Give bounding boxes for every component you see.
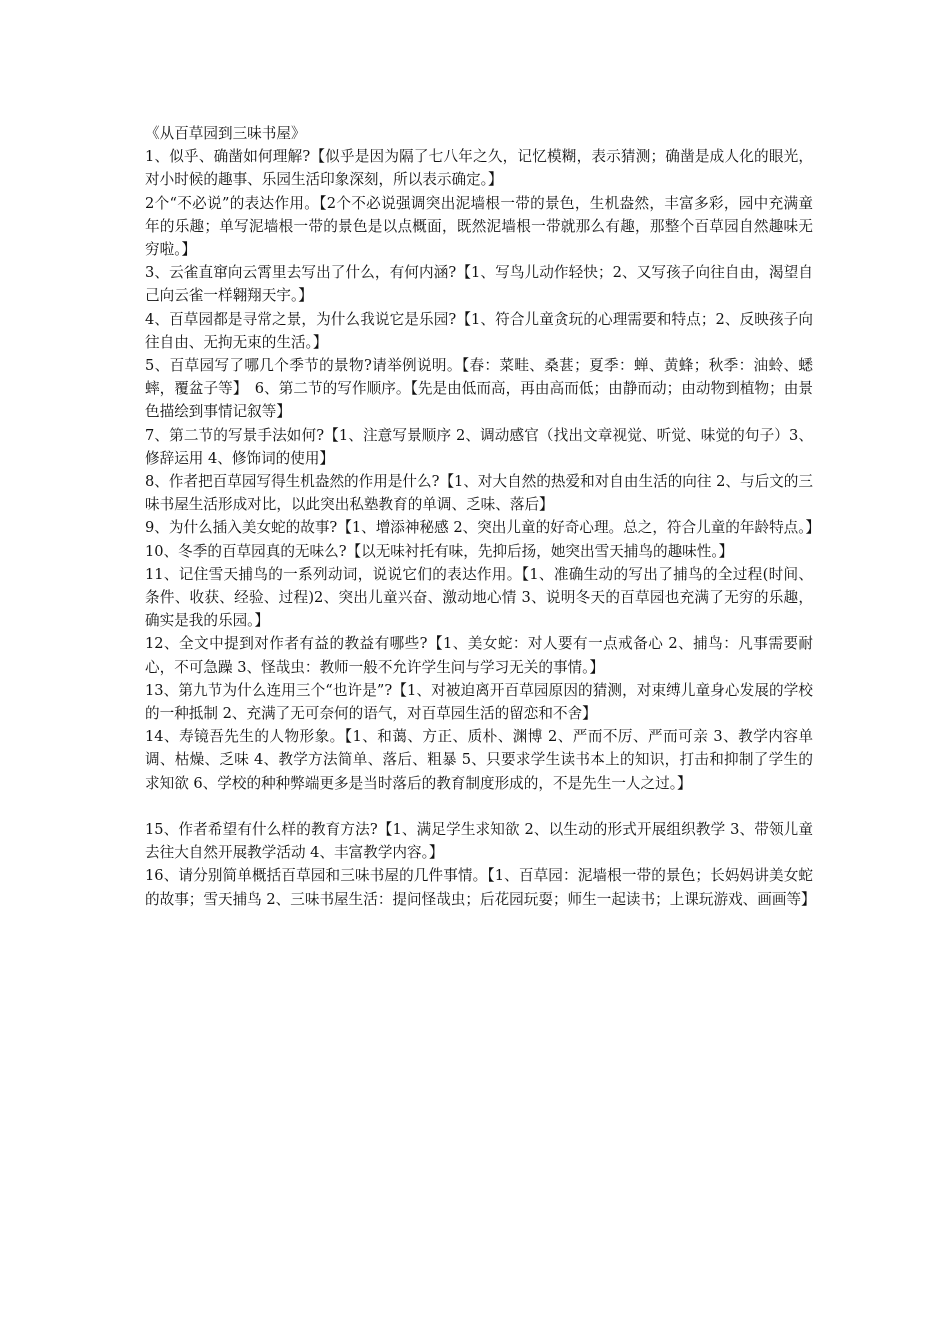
paragraph-q8: 8、作者把百草园写得生机盎然的作用是什么?【1、对大自然的热爱和对自由生活的向往 2、与后文的三味书屋生活形成对比，以此突出私塾教育的单调、乏味、落后】 [145, 473, 813, 514]
document-title: 《从百草园到三味书屋》 [145, 125, 306, 142]
paragraph-q9: 9、为什么插入美女蛇的故事?【1、增添神秘感 2、突出儿童的好奇心理。总之，符合儿童的年龄特点。】 [145, 519, 821, 537]
paragraph-q12: 12、全文中提到对作者有益的教益有哪些?【1、美女蛇：对人要有一点戒备心 2、捕鸟：凡事需要耐心，不可急躁 3、怪哉虫：教师一般不允许学生问与学习无关的事情。】 [145, 635, 813, 676]
paragraph-q2: 2个“不必说”的表达作用。【2个不必说强调突出泥墙根一带的景色，生机盎然，丰富多彩，园中充满童年的乐趣；单写泥墙根一带的景色是以点概面，既然泥墙根一带就那么有趣，那整个百草园自然趣味无穷啦。】 [145, 194, 813, 259]
paragraph-q3: 3、云雀直窜向云霄里去写出了什么，有何内涵?【1、写鸟儿动作轻快；2、又写孩子向往自由，渴望自己向云雀一样翱翔天宇。】 [145, 264, 813, 305]
paragraph-q14: 14、寿镜吾先生的人物形象。【1、和蔼、方正、质朴、渊博 2、严而不厉、严而可亲 3、教学内容单调、枯燥、乏味 4、教学方法简单、落后、粗暴 5、只要求学生读书本上的知识，打击和抑制了学生的求知欲 6、学校的种种弊端更多是当时落后的教育制度形成的，不是先生一人之过。】 [145, 728, 813, 792]
paragraph-q1: 1、似乎、确凿如何理解?【似乎是因为隔了七八年之久，记忆模糊，表示猜测；确凿是成人化的眼光，对小时候的趣事、乐园生活印象深刻，所以表示确定。】 [145, 148, 813, 189]
document-page [145, 122, 821, 911]
paragraph-q4: 4、百草园都是寻常之景，为什么我说它是乐园?【1、符合儿童贪玩的心理需要和特点；2、反映孩子向往自由、无拘无束的生活。】 [145, 310, 813, 351]
paragraph-q10: 10、冬季的百草园真的无味么?【以无味衬托有味，先抑后扬，她突出雪天捕鸟的趣味性。】 [145, 542, 734, 560]
paragraph-q7: 7、第二节的写景手法如何?【1、注意写景顺序 2、调动感官（找出文章视觉、听觉、味觉的句子）3、修辞运用 4、修饰词的使用】 [145, 426, 813, 467]
paragraph-q5-q6: 5、百草园写了哪几个季节的景物?请举例说明。【春：菜畦、桑葚；夏季：蝉、黄蜂；秋季：油蛉、蟋蟀，覆盆子等】 6、第二节的写作顺序。【先是由低而高，再由高而低；由静而动；由动物到植物；由景色描绘到事情记叙等】 [145, 357, 813, 421]
paragraph-q16: 16、请分别简单概括百草园和三味书屋的几件事情。【1、百草园：泥墙根一带的景色；长妈妈讲美女蛇的故事；雪天捕鸟 2、三味书屋生活：提问怪哉虫；后花园玩耍；师生一起读书；上课玩游戏、画画等】 [145, 867, 816, 908]
paragraph-q13: 13、第九节为什么连用三个“也许是”?【1、对被迫离开百草园原因的猜测，对束缚儿童身心发展的学校的一种抵制 2、充满了无可奈何的语气，对百草园生活的留恋和不舍】 [145, 681, 813, 723]
paragraph-q11: 11、记住雪天捕鸟的一系列动词，说说它们的表达作用。【1、准确生动的写出了捕鸟的全过程(时间、条件、收获、经验、过程)2、突出儿童兴奋、激动地心情 3、说明冬天的百草园也充满了无穷的乐趣，确实是我的乐园。】 [145, 565, 813, 630]
paragraph-q15: 15、作者希望有什么样的教育方法?【1、满足学生求知欲 2、以生动的形式开展组织教学 3、带领儿童去往大自然开展教学活动 4、丰富教学内容。】 [145, 820, 813, 862]
